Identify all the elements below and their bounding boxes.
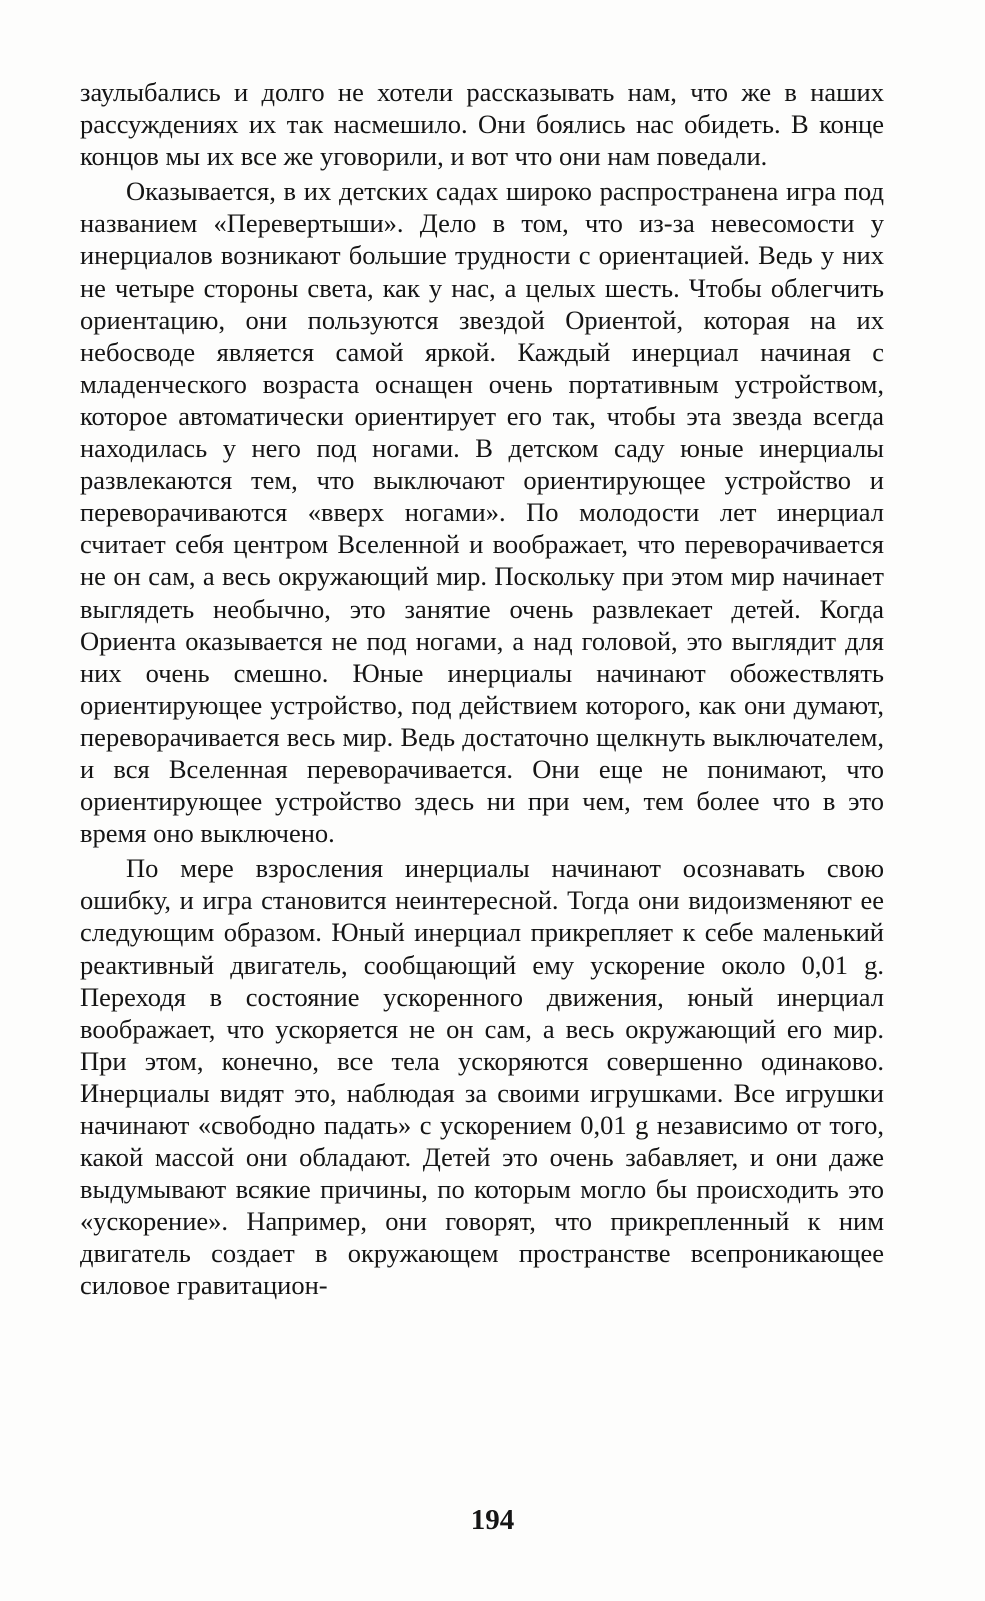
body-text [80, 76, 884, 1302]
paragraph-3: По мере взросления инерциалы начинают осознавать свою ошибку, и игра становится неинтересной. Тогда они видоизменяют ее следующим образом. Юный инерциал прикрепляет к себе маленький реактивный двигатель, сообщающий ему ускорение около 0,01 g. Переходя в состояние ускоренного движения, юный инерциал воображает, что ускоряется не он сам, а весь окружающий его мир. При этом, конечно, все тела ускоряются совершенно одинаково. Инерциалы видят это, наблюдая за своими игрушками. Все игрушки начинают «свободно падать» с ускорением 0,01 g независимо от того, какой массой они обладают. Детей это очень забавляет, и они даже выдумывают всякие причины, по которым могло бы происходить это «ускорение». Например, они говорят, что прикрепленный к ним двигатель создает в окружающем пространстве всепроникающее силовое гравитацион- [80, 853, 884, 1301]
paragraph-2: Оказывается, в их детских садах широко распространена игра под названием «Перевертыши». Дело в том, что из-за невесомости у инерциалов возникают большие трудности с ориентацией. Ведь у них не четыре стороны света, как у нас, а целых шесть. Чтобы облегчить ориентацию, они пользуются звездой Ориентой, которая на их небосводе является самой яркой. Каждый инерциал начиная с младенческого возраста оснащен очень портативным устройством, которое автоматически ориентирует его так, чтобы эта звезда всегда находилась у него под ногами. В детском саду юные инерциалы развлекаются тем, что выключают ориентирующее устройство и переворачиваются «вверх ногами». По молодости лет инерциал считает себя центром Вселенной и воображает, что переворачивается не он сам, а весь окружающий мир. Поскольку при этом мир начинает выглядеть необычно, это занятие очень развлекает детей. Когда Ориента оказывается не под ногами, а над головой, это выглядит для них очень смешно. Юные инерциалы начинают обожествлять ориентирующее устройство, под действием которого, как они думают, переворачивается весь мир. Ведь достаточно щелкнуть выключателем, и вся Вселенная переворачивается. Они еще не понимают, что ориентирующее устройство здесь ни при чем, тем более что в это время оно выключено. [80, 176, 884, 849]
paragraph-1: заулыбались и долго не хотели рассказывать нам, что же в наших рассуждениях их так насмешило. Они боялись нас обидеть. В конце концов мы их все же уговорили, и вот что они нам поведали. [80, 77, 884, 172]
page-number: 194 [470, 1504, 515, 1536]
